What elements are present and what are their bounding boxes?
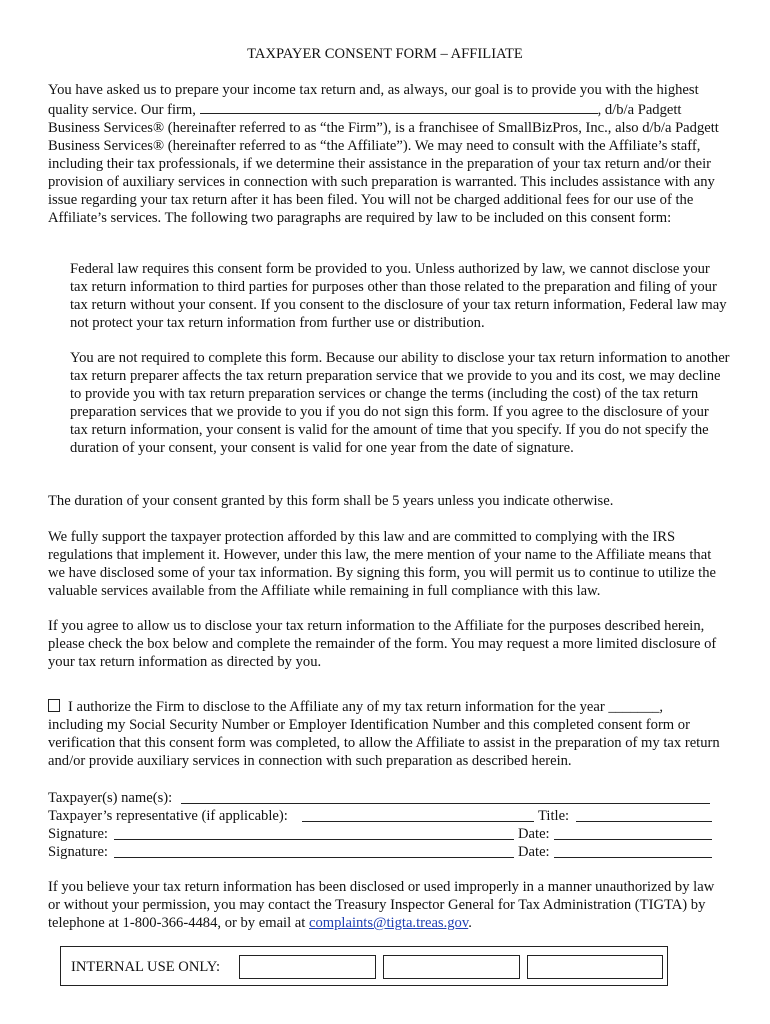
not-required-paragraph: You are not required to complete this form. Because our ability to disclose your tax return information to another tax return preparer affects the tax return preparation service that we provide to you and its cost, we may decline to provide you with tax return preparation services or change the terms (including the cost) of the tax return preparation services that we provide to you if you do not sign this form. If you agree to the disclosure of your tax return information, your consent is valid for the amount of time that you specify. If you do not specify the duration of your consent, your consent is valid for one year from the date of signature. — [70, 350, 730, 456]
intro-paragraph — [48, 81, 728, 227]
date-label-1: Date: — [518, 826, 550, 842]
internal-use-field-2[interactable] — [383, 955, 520, 979]
firm-name-field[interactable] — [200, 99, 598, 114]
internal-use-field-3[interactable] — [527, 955, 663, 979]
tigta-text: If you believe your tax return information has been disclosed or used improperly in a manner unauthorized by law or without your permission, you may contact the Treasury Inspector General for Tax Administration (TIGTA) by telephone at 1-800-366-4484, or by email at — [48, 879, 715, 931]
internal-use-field-1[interactable] — [239, 955, 376, 979]
authorize-text-1: I authorize the Firm to disclose to the Affiliate any of my tax return information for the year _______, — [68, 699, 664, 715]
tigta-paragraph — [48, 878, 728, 932]
title-label: Title: — [538, 808, 570, 824]
representative-label: Taxpayer’s representative (if applicable): — [48, 808, 288, 824]
duration-paragraph: The duration of your consent granted by this form shall be 5 years unless you indicate otherwise. — [48, 493, 614, 509]
form-title: TAXPAYER CONSENT FORM – AFFILIATE — [247, 46, 523, 62]
date-field-2[interactable] — [554, 857, 712, 858]
signature-row-1 — [48, 825, 718, 843]
agree-paragraph: If you agree to allow us to disclose your tax return information to the Affiliate for the purposes described herein, please check the box below and complete the remainder of the form. You may request a more limited disclosure of your tax return information as directed by you. — [48, 618, 717, 670]
representative-field[interactable] — [302, 821, 534, 822]
date-field-1[interactable] — [554, 839, 712, 840]
title-field[interactable] — [576, 821, 712, 822]
signature-row-2 — [48, 843, 718, 861]
signature-field-1[interactable] — [114, 839, 514, 840]
internal-use-box — [60, 946, 668, 986]
authorize-paragraph — [48, 698, 728, 770]
taxpayer-names-row — [48, 789, 718, 807]
authorize-text-2: including my Social Security Number or Employer Identification Number and this completed consent form or verification that this consent form was completed, to allow the Affiliate to assist in the preparation of my tax return and/or provide auxiliary services in connection with such preparation as described herein. — [48, 717, 720, 769]
tigta-end: . — [468, 915, 472, 931]
federal-law-paragraph: Federal law requires this consent form be provided to you. Unless authorized by law, we cannot disclose your tax return information to third parties for purposes other than those related to the preparation and filing of your tax return without your consent. If you consent to the disclosure of your tax return information, Federal law may not protect your tax return information from further use or distribution. — [70, 261, 727, 331]
intro-text-2: , d/b/a Padgett Business Services® (hereinafter referred to as “the Firm”), is a franchisee of SmallBizPros, Inc., also d/b/a Padgett Business Services® (hereinafter referred to as “the Affiliate”). We may need to consult with the Affiliate’s staff, including their tax professionals, if we determine their assistance in the preparation of your tax return and/or their provision of auxiliary services in connection with such preparation is warranted. This includes assistance with any issue regarding your tax return after it has been filed. You will not be charged additional fees for our use of the Affiliate’s services. The following two paragraphs are required by law to be included on this consent form: — [48, 102, 719, 226]
signature-label-2: Signature: — [48, 844, 108, 860]
internal-use-label: INTERNAL USE ONLY: — [71, 959, 221, 975]
authorize-checkbox[interactable] — [48, 699, 60, 712]
representative-row — [48, 807, 718, 825]
signature-field-2[interactable] — [114, 857, 514, 858]
signature-label-1: Signature: — [48, 826, 108, 842]
tigta-email-link[interactable]: complaints@tigta.treas.gov — [309, 915, 469, 931]
intro-text-1: You have asked us to prepare your income tax return and, as always, our goal is to provide you with the highest quality service. Our firm, — [48, 82, 699, 118]
taxpayer-names-label: Taxpayer(s) name(s): — [48, 790, 173, 806]
date-label-2: Date: — [518, 844, 550, 860]
support-paragraph: We fully support the taxpayer protection afforded by this law and are committed to complying with the IRS regulations that implement it. However, under this law, the mere mention of your name to the Affiliate means that we have disclosed some of your tax information. By signing this form, you will permit us to continue to utilize the valuable services available from the Affiliate while remaining in full compliance with this law. — [48, 529, 716, 599]
taxpayer-names-field[interactable] — [181, 803, 710, 804]
